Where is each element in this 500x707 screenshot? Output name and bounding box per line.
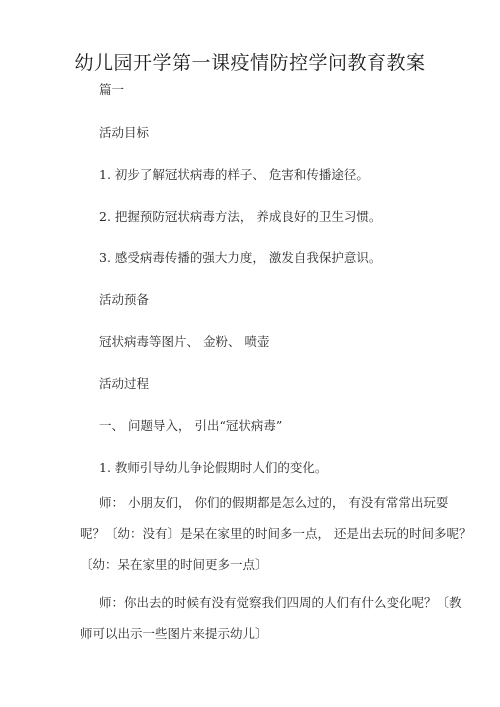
dialogue-paragraph-2 (80, 587, 462, 649)
heading-activity-process: 活动过程 (99, 376, 150, 391)
paragraph-line: 师： 小朋友们， 你们的假期都是怎么过的， 有没有常常出玩耍 (99, 495, 449, 510)
paragraph-line: 〔幼：呆在家里的时间更多一点〕 (80, 557, 268, 572)
heading-activity-goals: 活动目标 (99, 125, 150, 140)
goal-item-1: 1. 初步了解冠状病毒的样子、 危害和传播途径。 (99, 167, 369, 182)
paragraph-line: 呢？〔幼：没有〕是呆在家里的时间多一点， 还是出去玩的时间多呢？ (80, 526, 472, 541)
document-title: 幼儿园开学第一课疫情防控学问教育教案 (74, 52, 426, 74)
goal-item-2: 2. 把握预防冠状病毒方法， 养成良好的卫生习惯。 (99, 209, 382, 224)
preparation-materials: 冠状病毒等图片、 金粉、 喷壶 (99, 334, 270, 349)
paragraph-line: 师：你出去的时候有没有觉察我们四周的人们有什么变化呢？〔教 (99, 595, 462, 610)
heading-activity-preparation: 活动预备 (99, 292, 150, 307)
paragraph-line: 师可以出示一些图片来提示幼儿〕 (80, 626, 268, 641)
section-label-part-one: 篇一 (99, 82, 125, 97)
dialogue-paragraph-1 (80, 487, 472, 580)
goal-item-3: 3. 感受病毒传播的强大力度， 激发自我保护意识。 (99, 250, 382, 265)
process-step-heading: 一、 问题导入， 引出“冠状病毒” (99, 418, 283, 433)
process-step-1: 1. 教师引导幼儿争论假期时人们的变化。 (99, 460, 328, 475)
